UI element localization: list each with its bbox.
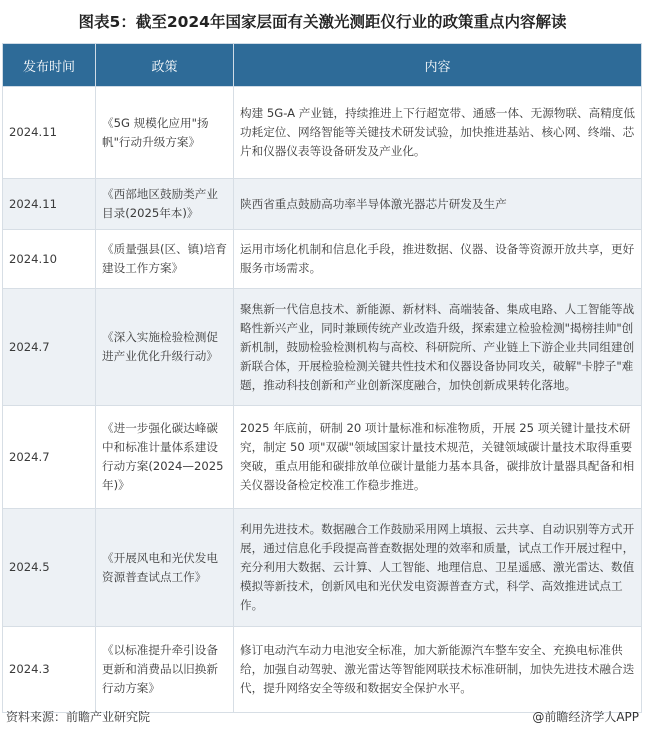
row-policy: 《质量强县(区、镇)培育建设工作方案》 [96,230,234,289]
row-policy: 《深入实施检验检测促进产业优化升级行动》 [96,289,234,406]
row-content: 构建 5G-A 产业链，持续推进上下行超宽带、通感一体、无源物联、高精度低功耗定位、网络智能等关键技术研发试验，加快推进基站、核心网、终端、芯片和仪器仪表等设备研发及产业化。 [234,87,642,179]
footer [6,708,639,726]
brand-credit [532,708,639,725]
row-date: 2024.11 [3,87,96,179]
row-date: 2024.7 [3,289,96,406]
row-policy: 《以标准提升牵引设备更新和消费品以旧换新行动方案》 [96,627,234,713]
policy-table [2,43,642,713]
row-policy: 《进一步强化碳达峰碳中和标准计量体系建设行动方案(2024—2025年)》 [96,406,234,509]
table-row [3,406,642,509]
row-policy: 《西部地区鼓励类产业目录(2025年本)》 [96,179,234,230]
table-header-row [3,44,642,87]
row-content: 利用先进技术。数据融合工作鼓励采用网上填报、云共享、自动识别等方式开展，通过信息化手段提高普查数据处理的效率和质量，试点工作开展过程中，充分利用大数据、云计算、人工智能、地理信息、卫星遥感、激光雷达、数值模拟等新技术，创新风电和光伏发电资源普查方式，科学、高效推进试点工作。 [234,509,642,627]
table-row [3,179,642,230]
row-date: 2024.7 [3,406,96,509]
row-date: 2024.3 [3,627,96,713]
row-date: 2024.5 [3,509,96,627]
row-policy: 《5G 规模化应用"扬帆"行动升级方案》 [96,87,234,179]
row-policy: 《开展风电和光伏发电资源普查试点工作》 [96,509,234,627]
row-content: 修订电动汽车动力电池安全标准，加大新能源汽车整车安全、充换电标准供给，加强自动驾驶、激光雷达等智能网联技术标准研制，加快先进技术融合迭代，提升网络安全等级和数据安全保护水平。 [234,627,642,713]
header-content: 内容 [234,44,642,87]
table-row [3,627,642,713]
header-policy: 政策 [96,44,234,87]
source-note: 资料来源：前瞻产业研究院 [6,710,151,724]
row-content: 2025 年底前，研制 20 项计量标准和标准物质，开展 25 项关键计量技术研究，制定 50 项"双碳"领域国家计量技术规范，关键领域碳计量技术取得重要突破，重点用能和碳排放单位碳计量能力基本具备，碳排放计量器具配备和相关仪器设备检定校准工作稳步推进。 [234,406,642,509]
chart-title: 图表5：截至2024年国家层面有关激光测距仪行业的政策重点内容解读 [78,13,567,31]
row-content: 运用市场化机制和信息化手段，推进数据、仪器、设备等资源开放共享，更好服务市场需求。 [234,230,642,289]
table-row [3,509,642,627]
row-date: 2024.11 [3,179,96,230]
table-row [3,289,642,406]
table-row [3,87,642,179]
table-row [3,230,642,289]
row-content: 聚焦新一代信息技术、新能源、新材料、高端装备、集成电路、人工智能等战略性新兴产业，同时兼顾传统产业改造升级，探索建立检验检测"揭榜挂帅"创新机制，鼓励检验检测机构与高校、科研院所、产业链上下游企业共同组建创新联合体，开展检验检测关键共性技术和仪器设备协同攻关，破解"卡脖子"难题，推动科技创新和产业创新深度融合，加快创新成果转化落地。 [234,289,642,406]
brand-credit-text: @前瞻经济学人APP [532,710,639,724]
row-content: 陕西省重点鼓励高功率半导体激光器芯片研发及生产 [234,179,642,230]
header-date: 发布时间 [3,44,96,87]
row-date: 2024.10 [3,230,96,289]
